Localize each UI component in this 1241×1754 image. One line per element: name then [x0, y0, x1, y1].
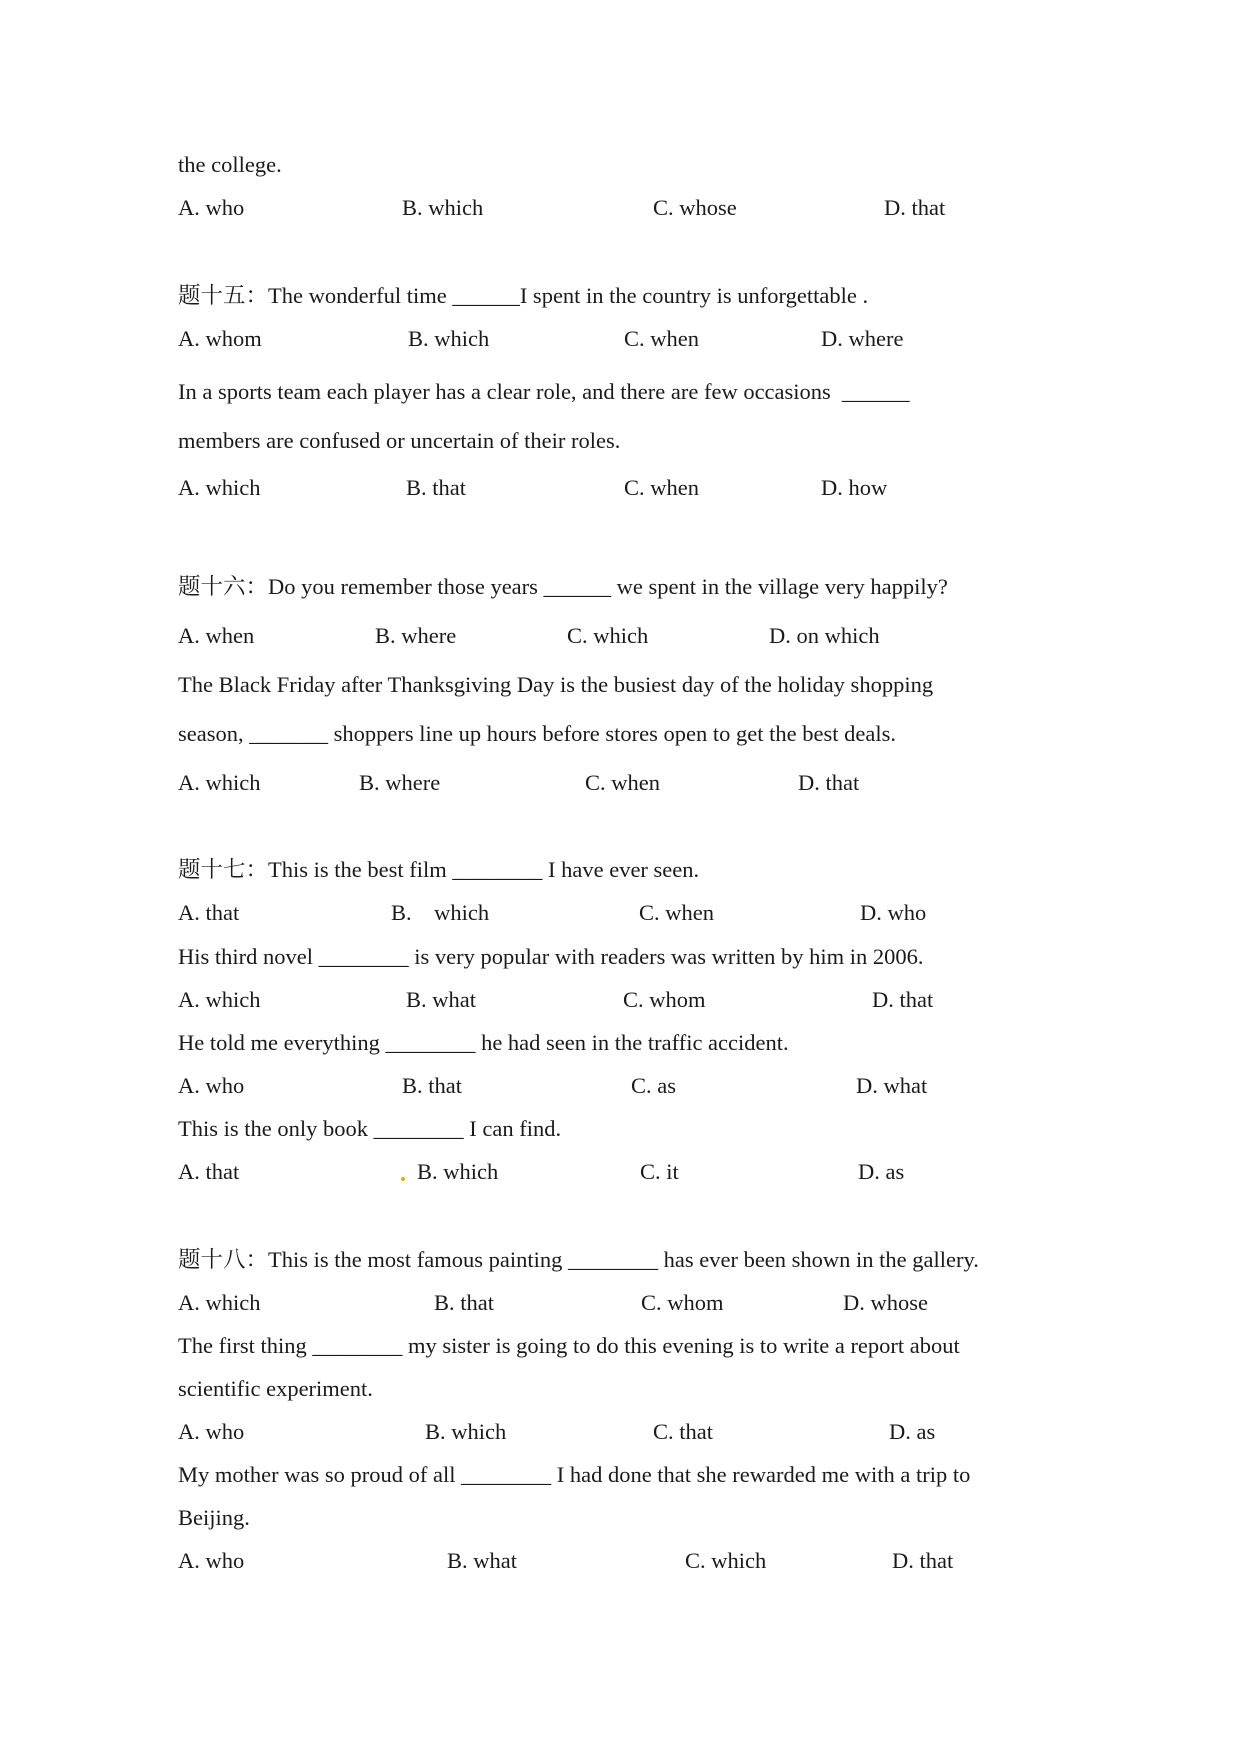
text-line: scientific experiment.	[178, 1376, 373, 1401]
option-c: C. that	[653, 1419, 713, 1444]
option-a: A. which	[178, 475, 261, 500]
text-line: members are confused or uncertain of their roles.	[178, 428, 621, 453]
option-b: B. what	[406, 987, 476, 1012]
option-b: B. where	[375, 623, 457, 648]
option-c: C. whose	[653, 195, 737, 220]
option-b: B. that	[402, 1073, 462, 1098]
option-d: D. who	[860, 900, 927, 925]
option-a: A. who	[178, 195, 245, 220]
option-a: A. that	[178, 1159, 240, 1184]
option-d: D. what	[856, 1073, 928, 1098]
text-line: Beijing.	[178, 1505, 250, 1530]
option-a: A. that	[178, 900, 240, 925]
option-b: B. which	[391, 900, 490, 925]
option-c: C. which	[685, 1548, 767, 1573]
text-line: the college.	[178, 152, 282, 177]
option-d: D. that	[892, 1548, 954, 1573]
option-d: D. on which	[769, 623, 880, 648]
option-c: C. whom	[641, 1290, 724, 1315]
option-d: D. where	[821, 326, 904, 351]
question-15: 题十五：The wonderful time ______I spent in the country is unforgettable .	[178, 283, 869, 308]
option-b: B. that	[406, 475, 466, 500]
question-17: 题十七：This is the best film ________ I have ever seen.	[178, 857, 700, 882]
option-a: A. whom	[178, 326, 262, 351]
text-line: season, _______ shoppers line up hours before stores open to get the best deals.	[178, 721, 896, 746]
text-line: In a sports team each player has a clear role, and there are few occasions ______	[178, 379, 910, 404]
option-c: C. when	[639, 900, 714, 925]
option-b: B. which	[408, 326, 490, 351]
option-a: A. when	[178, 623, 255, 648]
option-d: D. as	[858, 1159, 905, 1184]
option-b: B. that	[434, 1290, 494, 1315]
text-line: The Black Friday after Thanksgiving Day is the busiest day of the holiday shopping	[178, 672, 934, 697]
option-c: C. whom	[623, 987, 706, 1012]
option-c: C. it	[640, 1159, 679, 1184]
option-d: D. that	[884, 195, 946, 220]
option-c: C. when	[624, 326, 699, 351]
option-c: C. which	[567, 623, 649, 648]
text-line: My mother was so proud of all ________ I had done that she rewarded me with a trip to	[178, 1462, 971, 1487]
option-a: A. which	[178, 1290, 261, 1315]
option-d: D. how	[821, 475, 888, 500]
option-d: D. as	[889, 1419, 936, 1444]
option-c: C. as	[631, 1073, 676, 1098]
option-d: D. that	[872, 987, 934, 1012]
yellow-dot-mark	[401, 1177, 405, 1181]
option-c: C. when	[624, 475, 699, 500]
option-b: B. what	[447, 1548, 517, 1573]
text-line: This is the only book ________ I can find.	[178, 1116, 562, 1141]
option-a: A. which	[178, 987, 261, 1012]
option-d: D. that	[798, 770, 860, 795]
text-line: His third novel ________ is very popular with readers was written by him in 2006.	[178, 944, 924, 969]
text-line: The first thing ________ my sister is going to do this evening is to write a report about	[178, 1333, 960, 1358]
question-16: 题十六：Do you remember those years ______ we spent in the village very happily?	[178, 574, 948, 599]
question-18: 题十八：This is the most famous painting ________ has ever been shown in the gallery.	[178, 1247, 979, 1272]
text-line: He told me everything ________ he had seen in the traffic accident.	[178, 1030, 789, 1055]
option-b: B. which	[417, 1159, 499, 1184]
option-a: A. which	[178, 770, 261, 795]
option-d: D. whose	[843, 1290, 928, 1315]
option-b: B. which	[402, 195, 484, 220]
option-a: A. who	[178, 1073, 245, 1098]
option-c: C. when	[585, 770, 660, 795]
option-a: A. who	[178, 1419, 245, 1444]
option-b: B. which	[425, 1419, 507, 1444]
option-b: B. where	[359, 770, 441, 795]
option-a: A. who	[178, 1548, 245, 1573]
